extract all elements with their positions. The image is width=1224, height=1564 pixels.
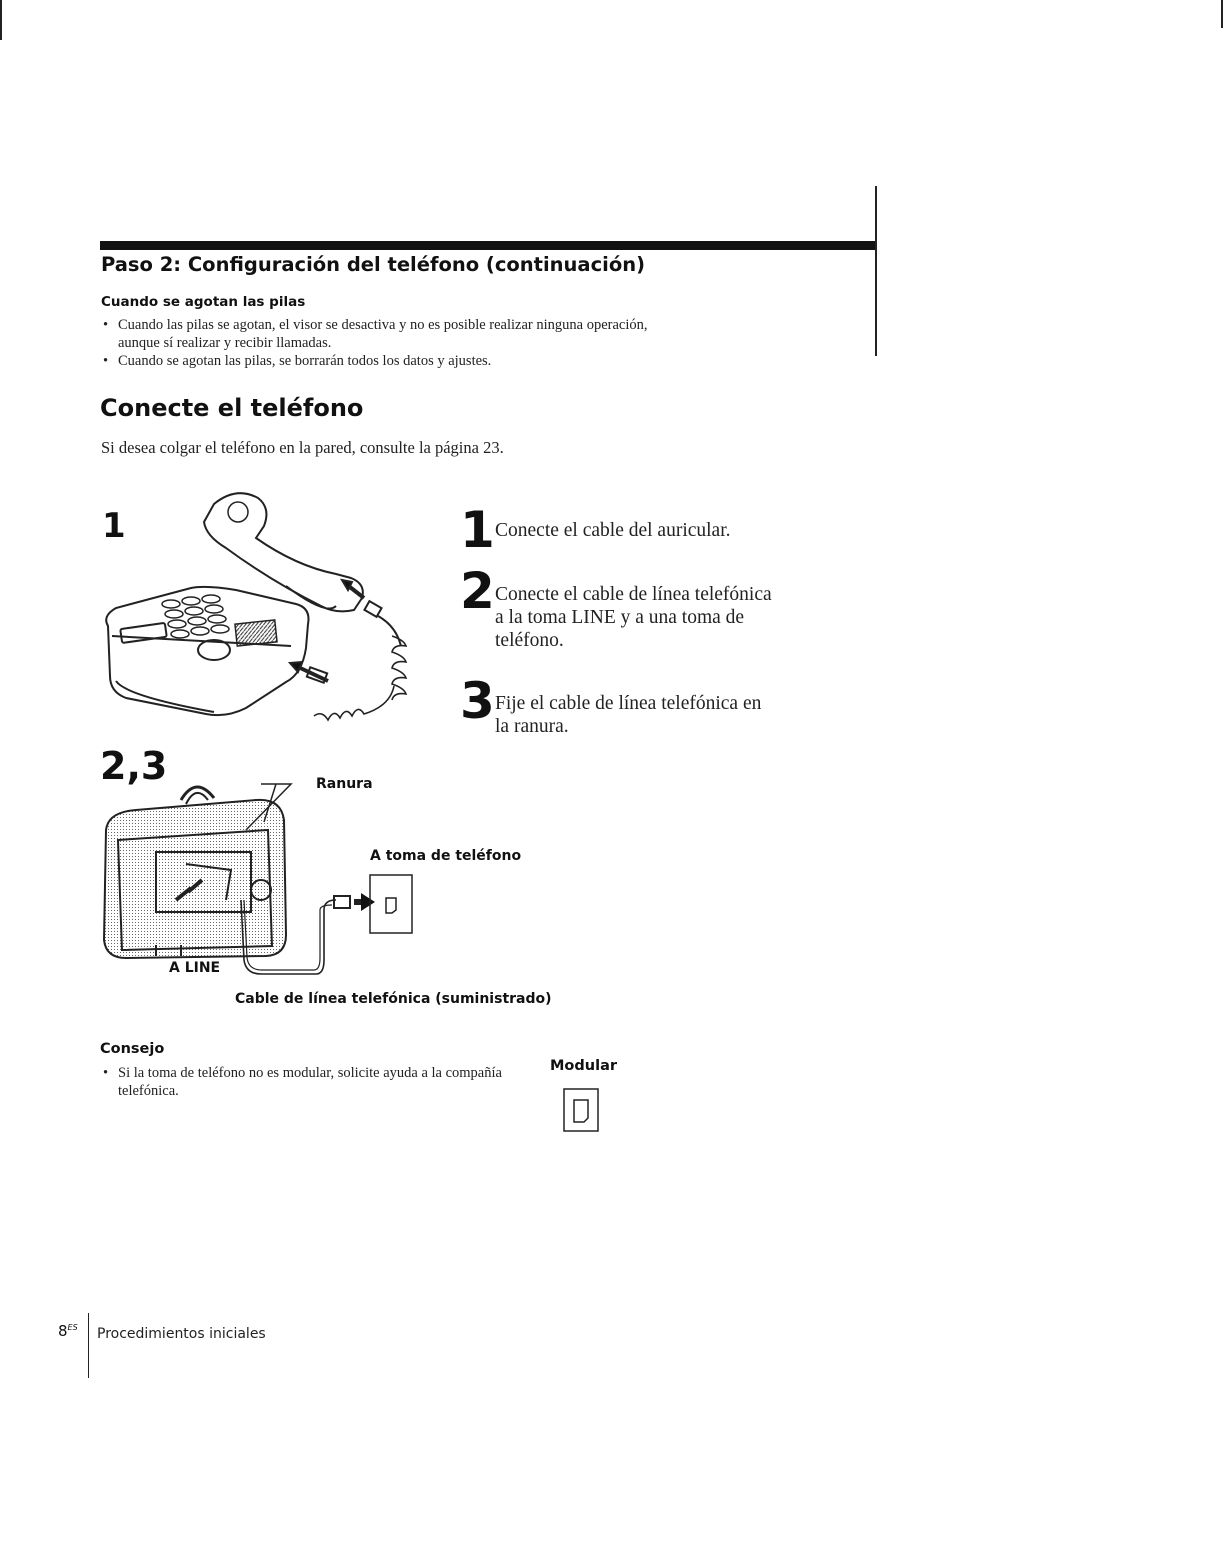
page-edge-mark-right xyxy=(1221,0,1223,28)
section-right-rule xyxy=(875,186,877,356)
footer-rule xyxy=(88,1313,89,1378)
figure-23-label: 2,3 xyxy=(100,744,168,788)
modular-label: Modular xyxy=(550,1058,617,1074)
tip-heading: Consejo xyxy=(100,1041,165,1057)
bullet-icon: • xyxy=(103,353,109,369)
wall-mount-note: Si desea colgar el teléfono en la pared, consulte la página 23. xyxy=(101,438,504,457)
section-title: Paso 2: Configuración del teléfono (continuación) xyxy=(101,253,646,276)
bullet-icon: • xyxy=(103,317,109,333)
step-3-number: 3 xyxy=(460,672,495,730)
phone-handset-illustration xyxy=(96,486,426,738)
battery-heading: Cuando se agotan las pilas xyxy=(101,294,306,310)
step-1-number: 1 xyxy=(460,501,495,559)
step-2-number: 2 xyxy=(460,562,495,620)
connect-heading: Conecte el teléfono xyxy=(100,394,364,422)
step-3-text: Fije el cable de línea telefónica en la ranura. xyxy=(495,693,762,737)
tip-bullet-1: Si la toma de teléfono no es modular, solicite ayuda a la compañía telefónica. xyxy=(118,1065,502,1099)
battery-bullet-2: Cuando se agotan las pilas, se borrarán todos los datos y ajustes. xyxy=(118,353,492,369)
battery-bullet-list xyxy=(103,316,663,370)
page-number-suffix: ES xyxy=(67,1323,78,1332)
page-number xyxy=(58,1322,78,1340)
callout-ranura: Ranura xyxy=(316,776,373,792)
callout-phone-cable: Cable de línea telefónica (suministrado) xyxy=(235,991,552,1007)
figure-1-label: 1 xyxy=(102,506,126,546)
callout-line-jack: A LINE xyxy=(169,960,221,976)
list-item xyxy=(103,1064,503,1100)
line-connection-illustration xyxy=(96,760,436,985)
step-2-text: Conecte el cable de línea telefónica a la toma LINE y a una toma de teléfono. xyxy=(495,584,772,651)
step-1-text: Conecte el cable del auricular. xyxy=(495,520,731,541)
list-item xyxy=(103,316,663,352)
callout-wall-jack: A toma de teléfono xyxy=(370,848,522,864)
tip-bullet-list xyxy=(103,1064,503,1100)
page-number-value: 8 xyxy=(58,1322,68,1340)
modular-jack-icon xyxy=(563,1088,599,1132)
bullet-icon: • xyxy=(103,1065,109,1081)
list-item xyxy=(103,352,663,370)
page-edge-mark-left xyxy=(0,0,2,40)
battery-bullet-1: Cuando las pilas se agotan, el visor se desactiva y no es posible realizar ninguna operación, aunque sí realizar y recibir llamadas. xyxy=(118,317,648,351)
section-top-rule xyxy=(100,241,876,250)
footer-section-name: Procedimientos iniciales xyxy=(97,1326,266,1342)
